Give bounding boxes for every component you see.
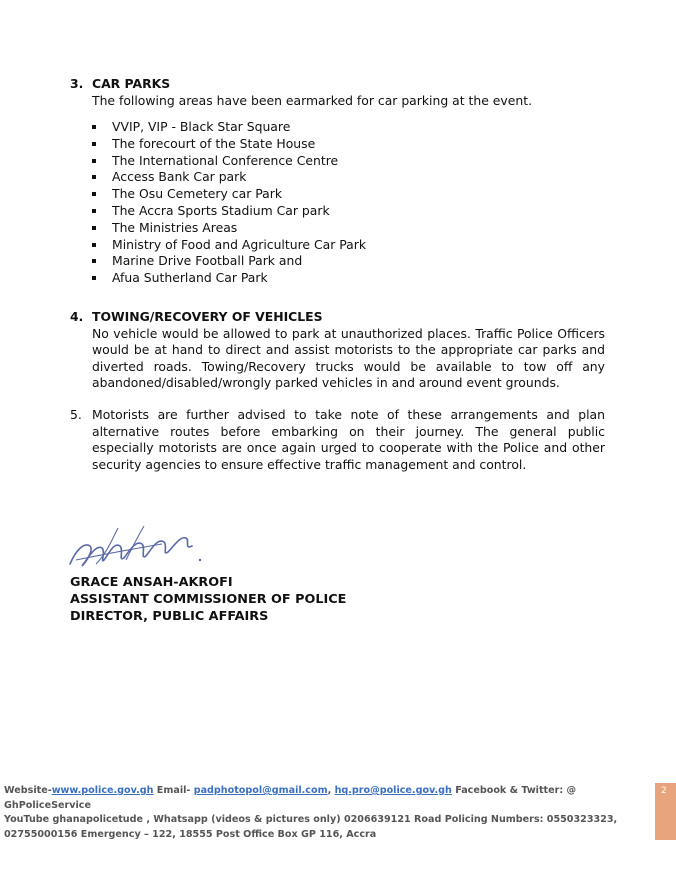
footer-line-3: 02755000156 Emergency – 122, 18555 Post Office Box GP 116, Accra — [4, 828, 377, 840]
list-item: The Accra Sports Stadium Car park — [92, 203, 605, 220]
square-bullet-icon — [92, 243, 96, 247]
signatory-name: GRACE ANSAH-AKROFI — [70, 575, 233, 590]
list-item: Access Bank Car park — [92, 169, 605, 186]
footer-line-1: Website-www.police.gov.gh Email- padphotopol@gmail.com, hq.pro@police.gov.gh Facebook & Twitter: @ GhPoliceService — [4, 785, 577, 811]
section-advisory — [70, 407, 605, 473]
footer-line-2: YouTube ghanapolicetude , Whatsapp (videos & pictures only) 0206639121 Road Policing Numbers: 0550323323, — [4, 814, 618, 825]
section-5-number: 5. — [70, 407, 82, 422]
social-handles: Facebook & Twitter: @ GhPoliceService — [4, 785, 577, 811]
signatory-rank: ASSISTANT COMMISSIONER OF POLICE — [70, 592, 347, 607]
list-item: The Osu Cemetery car Park — [92, 186, 605, 203]
car-park-list — [92, 119, 605, 287]
section-4-body: No vehicle would be allowed to park at unauthorized places. Traffic Police Officers would be at hand to direct and assist motorists to the appropriate car parks and diverted roads. Towing/Recovery trucks would be available to tow off any abandoned/disabled/wrongly parked vehicles in and around event grounds. — [92, 325, 605, 390]
section-3-header — [70, 76, 605, 93]
section-3-heading: CAR PARKS — [92, 76, 171, 91]
section-4-number: 4. — [70, 309, 84, 324]
list-item: Marine Drive Football Park and — [92, 253, 605, 270]
square-bullet-icon — [92, 259, 96, 263]
square-bullet-icon — [92, 276, 96, 280]
section-car-parks — [70, 76, 605, 287]
square-bullet-icon — [92, 142, 96, 146]
square-bullet-icon — [92, 125, 96, 129]
square-bullet-icon — [92, 209, 96, 213]
section-5-body: Motorists are further advised to take note of these arrangements and plan alternative routes before embarking on their journey. The general public especially motorists are once again urged to cooperate with the Police and other security agencies to ensure effective traffic management and control. — [92, 407, 605, 472]
square-bullet-icon — [92, 226, 96, 230]
page-number-tab — [655, 783, 676, 840]
section-4-heading: TOWING/RECOVERY OF VEHICLES — [92, 309, 323, 324]
email-link-2[interactable]: hq.pro@police.gov.gh — [334, 785, 452, 796]
signatory-block — [70, 574, 346, 625]
section-3-number: 3. — [70, 76, 84, 91]
section-towing — [70, 309, 605, 392]
list-item: The Ministries Areas — [92, 220, 605, 237]
list-item: Ministry of Food and Agriculture Car Park — [92, 237, 605, 254]
square-bullet-icon — [92, 159, 96, 163]
contact-footer — [4, 784, 644, 842]
square-bullet-icon — [92, 192, 96, 196]
signatory-title: DIRECTOR, PUBLIC AFFAIRS — [70, 609, 269, 624]
handwritten-signature — [66, 520, 206, 572]
list-item: The International Conference Centre — [92, 153, 605, 170]
list-item: VVIP, VIP - Black Star Square — [92, 119, 605, 136]
list-item: Afua Sutherland Car Park — [92, 270, 605, 287]
square-bullet-icon — [92, 175, 96, 179]
email-link-1[interactable]: padphotopol@gmail.com — [193, 785, 328, 796]
section-3-intro: The following areas have been earmarked for car parking at the event. — [92, 92, 533, 108]
section-4-header — [70, 309, 605, 326]
list-item: The forecourt of the State House — [92, 136, 605, 153]
page-number: 2 — [661, 786, 667, 796]
website-link[interactable]: www.police.gov.gh — [51, 785, 154, 796]
